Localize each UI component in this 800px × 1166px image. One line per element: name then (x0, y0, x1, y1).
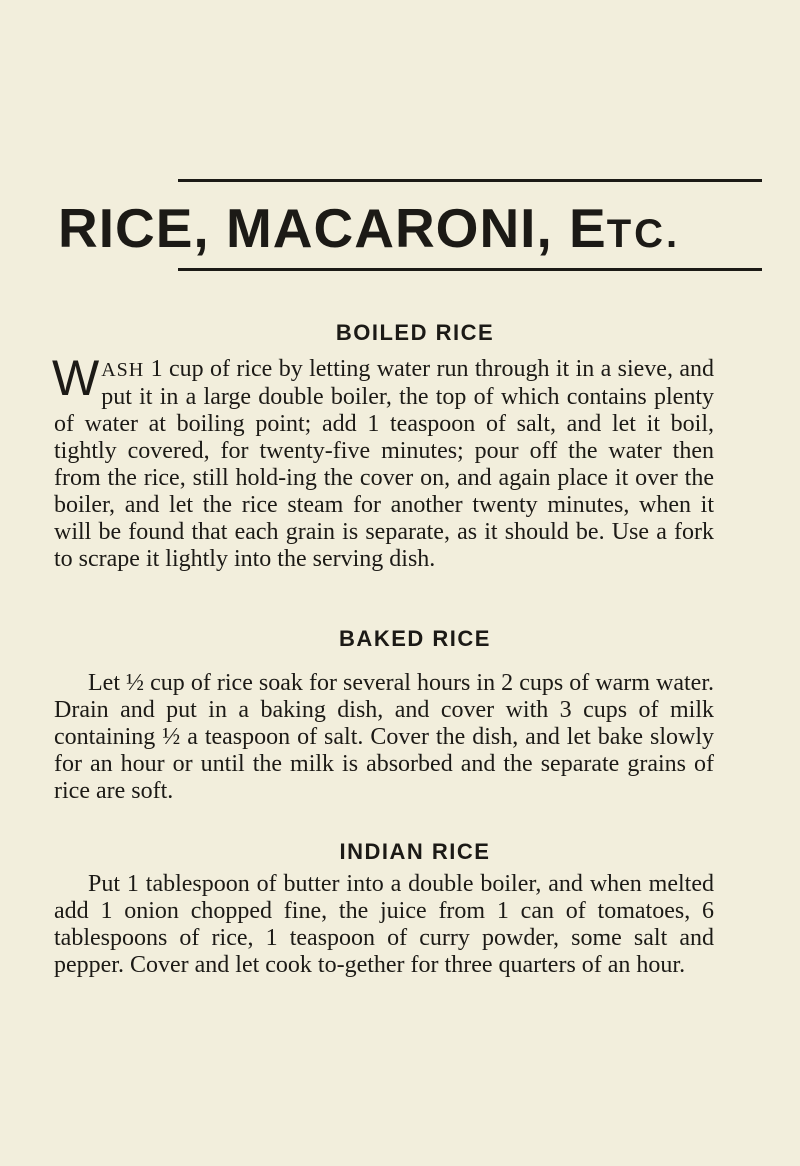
lead-caps: ASH (101, 359, 145, 381)
chapter-title (58, 198, 778, 264)
chapter-title-main: RICE, MACARONI, E (58, 197, 607, 259)
recipe-heading-indian-rice: INDIAN RICE (339, 839, 491, 864)
drop-cap: W (52, 350, 100, 406)
recipe-text: 1 cup of rice by letting water run through it in a sieve, and put it in a large double boiler, the top of which contains plenty of water at boiling point; add 1 teaspoon of salt, and let it boil, tightly covered, for twenty-five minutes; pour off the water then from the rice, still hold-ing the cover on, and again place it over the boiler, and let the rice steam for another twenty minutes, when it will be found that each grain is separate, as it should be. Use a fork to scrape it lightly into the serving dish. (54, 356, 714, 572)
recipe-body-baked-rice: Let ½ cup of rice soak for several hours in 2 cups of warm water. Drain and put in a baking dish, and cover with 3 cups of milk containing ½ a teaspoon of salt. Cover the dish, and let bake slowly for an hour or until the milk is absorbed and the separate grains of rice are soft. (54, 670, 714, 804)
top-rule (178, 179, 762, 182)
recipe-body-boiled-rice (52, 350, 714, 573)
chapter-title-smallcaps: TC. (606, 212, 681, 256)
recipe-heading-boiled-rice: BOILED RICE (335, 320, 495, 345)
recipe-body-indian-rice: Put 1 tablespoon of butter into a double boiler, and when melted add 1 onion chopped fine, the juice from 1 can of tomatoes, 6 tablespoons of rice, 1 teaspoon of curry powder, some salt and pepper. Cover and let cook to-gether for three quarters of an hour. (54, 871, 714, 978)
recipe-heading-baked-rice: BAKED RICE (339, 626, 491, 651)
bottom-rule (178, 268, 762, 271)
